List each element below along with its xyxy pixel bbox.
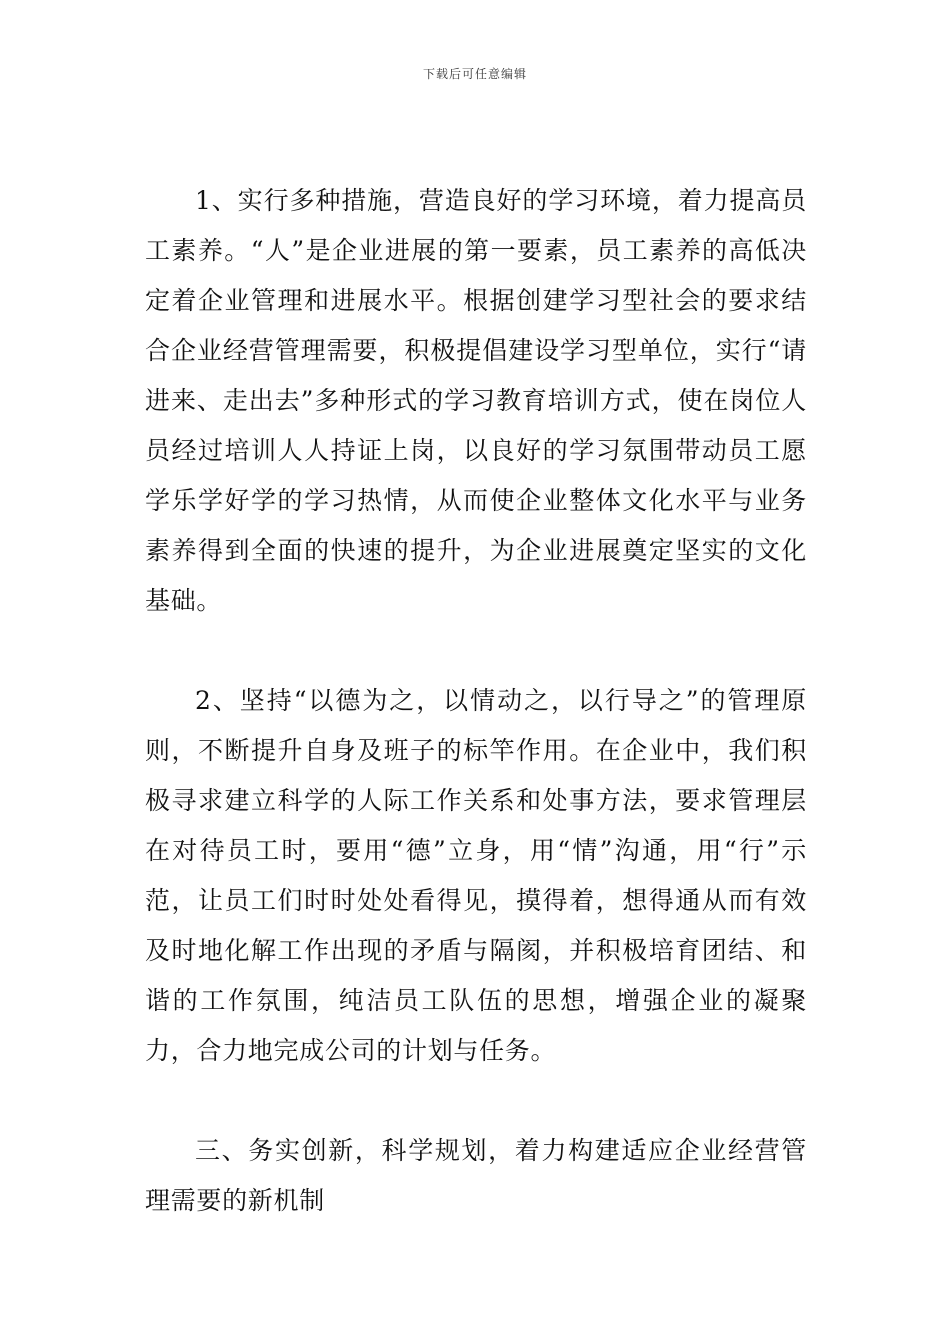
paragraph-management-principle: 2、坚持“以德为之，以情动之，以行导之”的管理原则，不断提升自身及班子的标竿作用。在企业中，我们积极寻求建立科学的人际工作关系和处事方法，要求管理层在对待员工时，要用“德”立身，用“情”沟通，用“行”示范，让员工们时时处处看得见，摸得着，想得通从而有效及时地化解工作出现的矛盾与隔阂，并积极培育团结、和谐的工作氛围，纯洁员工队伍的思想，增强企业的凝聚力，合力地完成公司的计划与任务。	[145, 686, 807, 1065]
header-note: 下载后可任意编辑	[422, 67, 527, 81]
document-body	[145, 176, 807, 1226]
paragraph-learning-environment: 1、实行多种措施，营造良好的学习环境，着力提高员工素养。“人”是企业进展的第一要素，员工素养的高低决定着企业管理和进展水平。根据创建学习型社会的要求结合企业经营管理需要，积极提倡建设学习型单位，实行“请进来、走出去”多种形式的学习教育培训方式，使在岗位人员经过培训人人持证上岗，以良好的学习氛围带动员工愿学乐学好学的学习热情，从而使企业整体文化水平与业务素养得到全面的快速的提升，为企业进展奠定坚实的文化基础。	[145, 186, 807, 615]
section-heading-innovation: 三、务实创新，科学规划，着力构建适应企业经营管理需要的新机制	[145, 1136, 807, 1215]
